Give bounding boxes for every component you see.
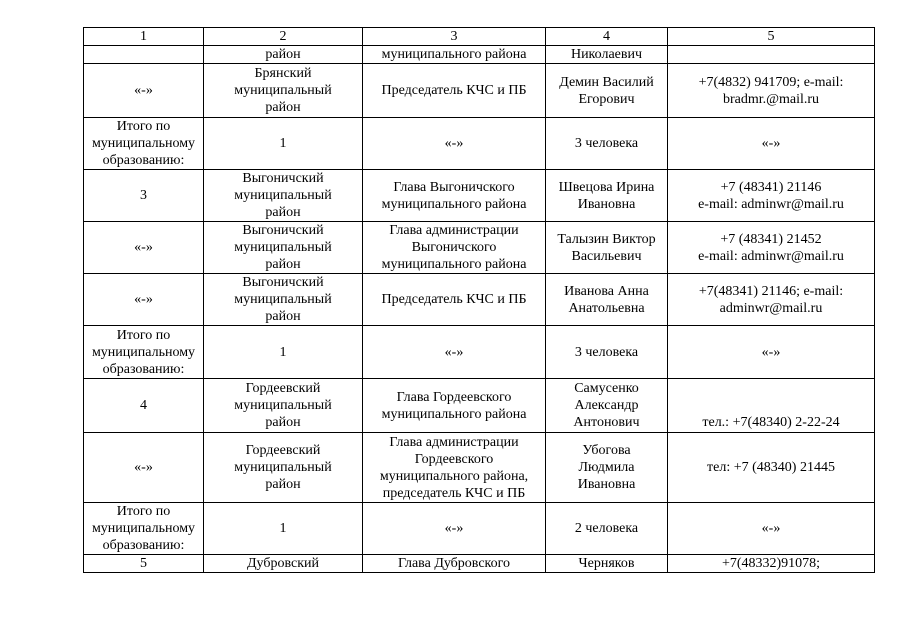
table-cell: 3 человека (546, 118, 668, 170)
table-cell: муниципального района (363, 46, 546, 64)
table-cell: «-» (668, 503, 875, 555)
table-row (84, 46, 875, 64)
table-cell: Черняков (546, 555, 668, 573)
table-cell: Николаевич (546, 46, 668, 64)
table-cell: 5 (84, 555, 204, 573)
table-cell: Глава Гордеевского муниципального района (363, 379, 546, 433)
table-cell: Глава администрации Гордеевского муниципального района, председатель КЧС и ПБ (363, 433, 546, 503)
table-cell: Швецова Ирина Ивановна (546, 170, 668, 222)
table-cell: Итого по муниципальному образованию: (84, 503, 204, 555)
header-cell: 3 (363, 28, 546, 46)
table-cell: «-» (668, 118, 875, 170)
table-cell: Выгоничский муниципальный район (204, 274, 363, 326)
table-cell: 2 человека (546, 503, 668, 555)
table-cell: Демин Василий Егорович (546, 64, 668, 118)
table-row (84, 170, 875, 222)
table-cell: 1 (204, 118, 363, 170)
table-cell: 1 (204, 503, 363, 555)
header-cell: 1 (84, 28, 204, 46)
table-cell: Убогова Людмила Ивановна (546, 433, 668, 503)
table-cell: 3 (84, 170, 204, 222)
table-cell: «-» (668, 326, 875, 379)
table-cell: Выгоничский муниципальный район (204, 222, 363, 274)
table-cell: 4 (84, 379, 204, 433)
table-cell (84, 46, 204, 64)
header-cell: 5 (668, 28, 875, 46)
table-cell: «-» (84, 64, 204, 118)
table-cell: «-» (363, 118, 546, 170)
contacts-table (83, 27, 875, 573)
table-cell: «-» (363, 503, 546, 555)
table-cell: Председатель КЧС и ПБ (363, 64, 546, 118)
table-cell: Итого по муниципальному образованию: (84, 118, 204, 170)
table-cell: тел: +7 (48340) 21445 (668, 433, 875, 503)
table-cell: 3 человека (546, 326, 668, 379)
table-header-row (84, 28, 875, 46)
table-cell: Самусенко Александр Антонович (546, 379, 668, 433)
table-cell: Глава администрации Выгоничского муниципального района (363, 222, 546, 274)
table-cell: «-» (84, 222, 204, 274)
header-cell: 2 (204, 28, 363, 46)
table-cell: Глава Дубровского (363, 555, 546, 573)
table-cell: «-» (363, 326, 546, 379)
subtotal-row (84, 503, 875, 555)
table-cell: Гордеевский муниципальный район (204, 433, 363, 503)
table-cell: Дубровский (204, 555, 363, 573)
table-row (84, 274, 875, 326)
table-cell: Глава Выгоничского муниципального района (363, 170, 546, 222)
table-row (84, 64, 875, 118)
table-cell: +7(4832) 941709; e-mail: bradmr.@mail.ru (668, 64, 875, 118)
table-cell: «-» (84, 433, 204, 503)
table-row (84, 379, 875, 433)
table-cell: +7 (48341) 21452 e-mail: adminwr@mail.ru (668, 222, 875, 274)
table-cell: Выгоничский муниципальный район (204, 170, 363, 222)
table-cell: Гордеевский муниципальный район (204, 379, 363, 433)
table-cell: Брянский муниципальный район (204, 64, 363, 118)
table-row (84, 222, 875, 274)
table-cell: район (204, 46, 363, 64)
table-cell: Талызин Виктор Васильевич (546, 222, 668, 274)
table-cell (668, 46, 875, 64)
header-cell: 4 (546, 28, 668, 46)
table-row (84, 555, 875, 573)
table-cell: Иванова Анна Анатольевна (546, 274, 668, 326)
table-cell: 1 (204, 326, 363, 379)
subtotal-row (84, 326, 875, 379)
table-cell: «-» (84, 274, 204, 326)
table-cell: +7(48341) 21146; e-mail: adminwr@mail.ru (668, 274, 875, 326)
table-cell: Председатель КЧС и ПБ (363, 274, 546, 326)
table-cell: +7 (48341) 21146 e-mail: adminwr@mail.ru (668, 170, 875, 222)
table-cell: Итого по муниципальному образованию: (84, 326, 204, 379)
table-cell: +7(48332)91078; (668, 555, 875, 573)
table-row (84, 433, 875, 503)
table-cell: тел.: +7(48340) 2-22-24 (668, 379, 875, 433)
subtotal-row (84, 118, 875, 170)
